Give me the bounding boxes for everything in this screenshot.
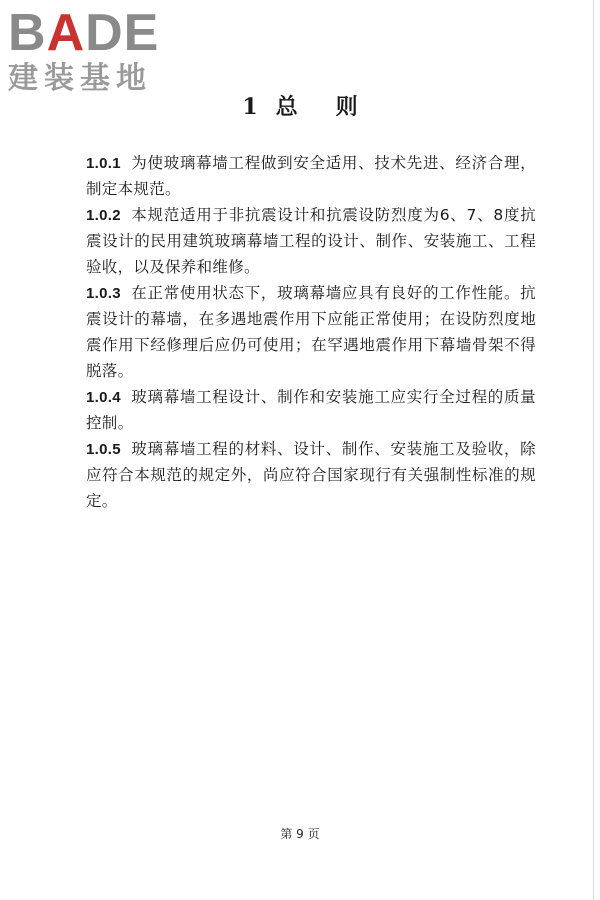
clause-text: 玻璃幕墙工程的材料、设计、制作、安装施工及验收，除应符合本规范的规定外，尚应符合国家现行有关强制性标准的规定。 [86, 440, 536, 510]
page-edge [593, 0, 594, 900]
clause-1-0-2 [86, 202, 536, 280]
clause-text: 本规范适用于非抗震设计和抗震设防烈度为6、7、8度抗震设计的民用建筑玻璃幕墙工程的设计、制作、安装施工、工程验收，以及保养和维修。 [86, 206, 536, 276]
clause-text: 为使玻璃幕墙工程做到安全适用、技术先进、经济合理，制定本规范。 [86, 154, 536, 198]
clause-text: 在正常使用状态下，玻璃幕墙应具有良好的工作性能。抗震设计的幕墙，在多遇地震作用下应能正常使用；在设防烈度地震作用下经修理后应仍可使用；在罕遇地震作用下幕墙骨架不得脱落。 [86, 284, 536, 380]
clause-number: 1.0.4 [86, 389, 121, 406]
clause-1-0-4 [86, 384, 536, 436]
chapter-title [0, 92, 600, 122]
clause-text: 玻璃幕墙工程设计、制作和安装施工应实行全过程的质量控制。 [86, 388, 536, 432]
watermark-subtitle: 建装基地 [8, 61, 152, 96]
clause-1-0-3 [86, 280, 536, 384]
chapter-name: 总则 [275, 94, 396, 120]
clause-list [86, 150, 536, 514]
watermark-logo-accent: A [46, 4, 86, 62]
clause-number: 1.0.5 [86, 441, 121, 458]
page-number: 第 9 页 [280, 827, 320, 841]
clause-1-0-5 [86, 436, 536, 514]
clause-number: 1.0.1 [86, 155, 121, 172]
watermark-logo [8, 6, 178, 96]
watermark-logo-text: BADE [8, 4, 160, 62]
clause-1-0-1 [86, 150, 536, 202]
clause-number: 1.0.2 [86, 207, 121, 224]
chapter-number: 1 [242, 94, 258, 120]
clause-number: 1.0.3 [86, 285, 121, 302]
